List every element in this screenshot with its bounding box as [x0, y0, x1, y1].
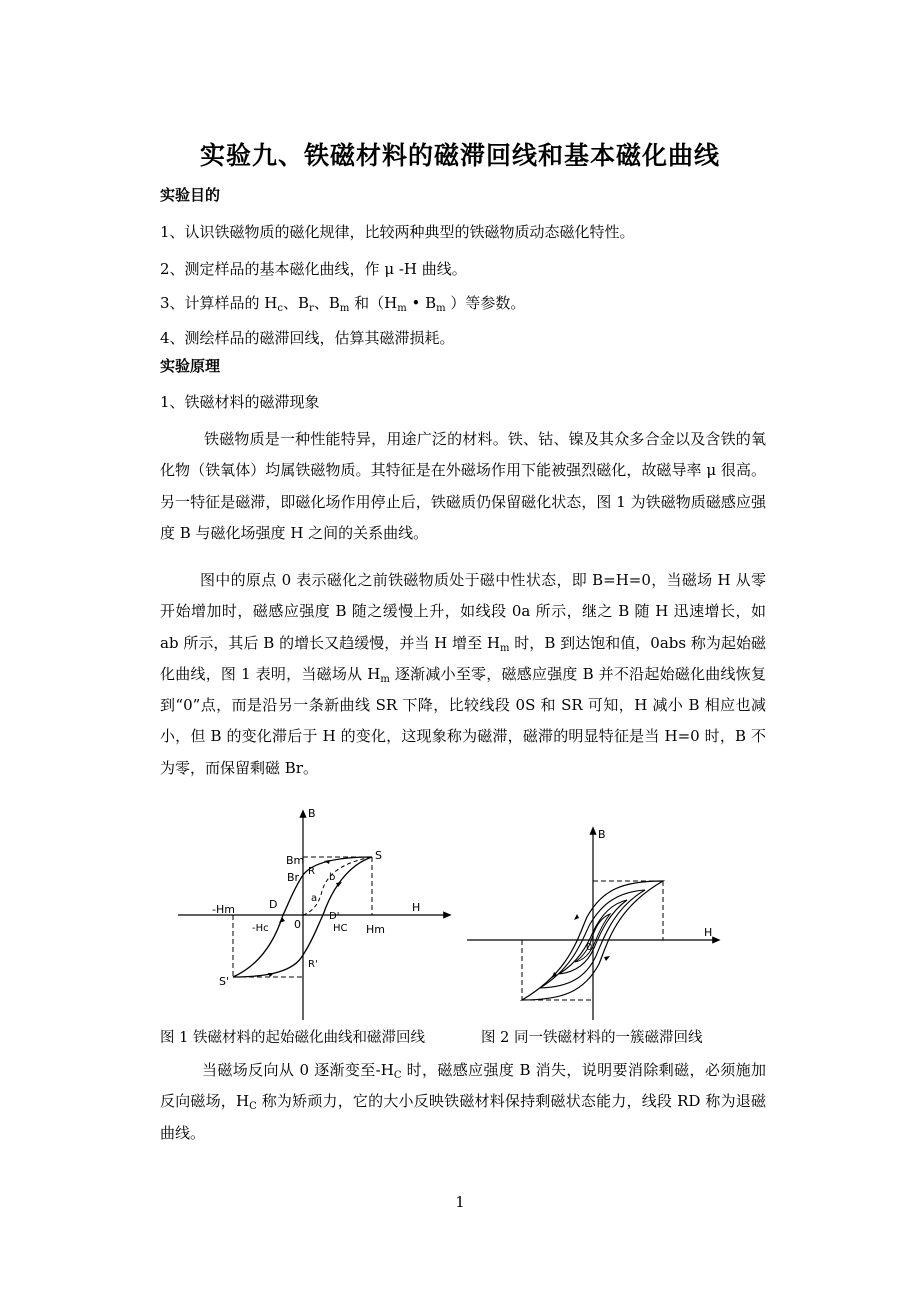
fig2-label-B: B	[598, 828, 606, 841]
fig1-label-B: B	[308, 807, 316, 820]
fig1-label-Hc: HC	[333, 923, 348, 934]
fig2-label-H: H	[704, 926, 713, 939]
page-number: 1	[455, 1193, 465, 1211]
principle-subheading-1: 1、铁磁材料的磁滞现象	[160, 393, 320, 411]
fig1-label-zero: 0	[294, 918, 301, 931]
fig2-arrow-2	[604, 956, 610, 961]
fig1-label-Sp: S'	[219, 975, 230, 988]
purpose-item-4: 4、测绘样品的磁滞回线，估算其磁滞损耗。	[160, 329, 455, 347]
fig1-label-H: H	[412, 901, 421, 914]
fig2-arrow-3	[574, 914, 579, 920]
fig1-label-R: R	[308, 866, 315, 877]
paragraph-3: 当磁场反向从 0 逐渐变至$-H_C$ 时，磁感应强度 B 消失，说明要消除剩磁，必须施加反向磁场，$H_C$ 称为矫顽力，它的大小反映铁磁材料保持剩磁状态能力，线段 RD 称为退磁曲线。	[160, 1061, 766, 1142]
paragraph-2: 图中的原点 0 表示磁化之前铁磁物质处于磁中性状态，即 B=H=0，当磁场 H 从零开始增加时，磁感应强度 B 随之缓慢上升，如线段 0a 所示，继之 B 随 H 迅速增长，如 ab 所示，其后 B 的增长又趋缓慢，并当 H 增至 $H_m$ 时，B 到达饱和值，0abs 称为起始磁化曲线，图 1 表明，当磁场从 $H_m$ 逐渐减小至零，磁感应强度 B 并不沿起始磁化曲线恢复到“0”点，而是沿另一条新曲线 SR 下降，比较线段 0S 和 SR 可知，H 减小 B 相应也减小，但 B 的变化滞后于 H 的变化，这现象称为磁滞，磁滞的明显特征是当 H=0 时，B 不为零，而保留剩磁 Br。	[160, 571, 766, 777]
fig1-arrow-bottom	[268, 973, 274, 977]
fig1-label-neg-Hc: -Hc	[252, 923, 269, 934]
fig1-label-D: D	[269, 898, 278, 911]
fig2-label-zero: 0	[586, 942, 593, 953]
section-heading-purpose: 实验目的	[160, 186, 221, 204]
fig1-label-Hm: Hm	[366, 923, 385, 936]
fig1-label-Bm: Bm	[286, 854, 305, 867]
fig1-label-b: b	[329, 872, 336, 883]
fig1-label-a: a	[311, 893, 318, 904]
fig1-label-S: S	[375, 849, 382, 862]
figure-2-caption: 图 2 同一铁磁材料的一簇磁滞回线	[481, 1030, 703, 1046]
fig1-label-Br: Br	[287, 871, 300, 884]
section-heading-principle: 实验原理	[160, 357, 221, 375]
page-title: 实验九、铁磁材料的磁滞回线和基本磁化曲线	[199, 141, 720, 170]
paragraph-1: 铁磁物质是一种性能特异，用途广泛的材料。铁、钴、镍及其众多合金以及含铁的氧化物（铁氧体）均属铁磁物质。其特征是在外磁场作用下能被强烈磁化，故磁导率 μ 很高。另一特征是磁滞，即磁化场作用停止后，铁磁质仍保留磁化状态，图 1 为铁磁物质磁感应强度 B 与磁化场强度 H 之间的关系曲线。	[160, 430, 766, 542]
fig1-label-Rp: R'	[308, 959, 318, 970]
fig1-label-neg-Hm: -Hm	[212, 903, 235, 916]
figure-1-caption: 图 1 铁磁材料的起始磁化曲线和磁滞回线	[160, 1030, 425, 1046]
fig1-label-Dp: D'	[329, 911, 340, 922]
figure-1-hysteresis-loop	[170, 805, 460, 1025]
purpose-item-3: 3、计算样品的 $H_c$、$B_r$、$B_m$ 和（$H_m$ • $B_m$ ）等参数。	[160, 294, 526, 314]
purpose-item-1: 1、认识铁磁物质的磁化规律，比较两种典型的铁磁物质动态磁化特性。	[160, 223, 635, 241]
purpose-item-2: 2、测定样品的基本磁化曲线，作 μ -H 曲线。	[160, 260, 467, 278]
figure-2-family-of-loops	[462, 822, 724, 1022]
fig1-arrow-down	[279, 917, 285, 923]
